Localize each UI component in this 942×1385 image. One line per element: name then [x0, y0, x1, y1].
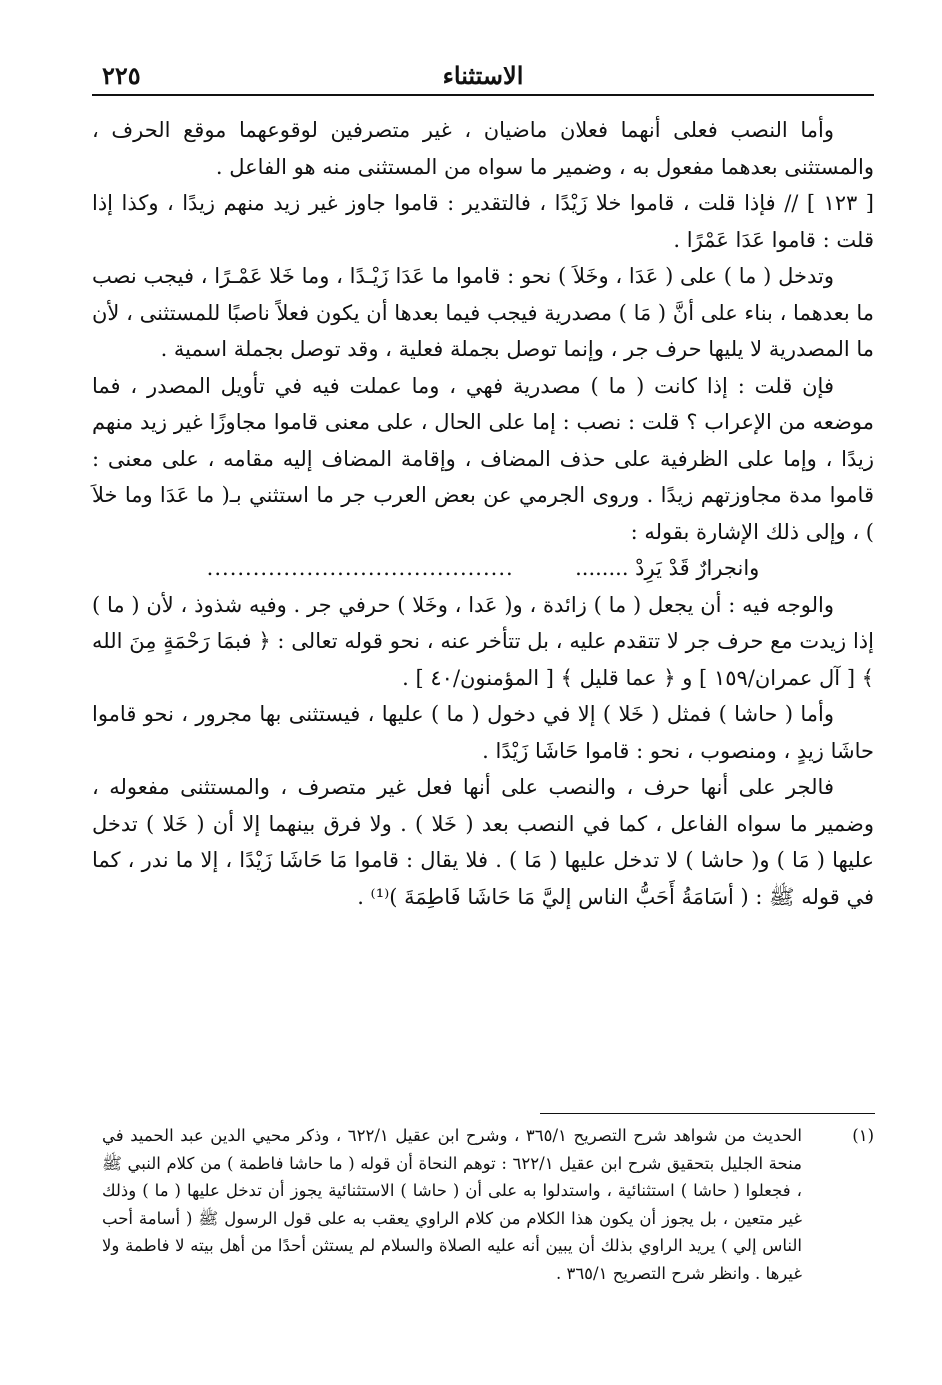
footnote-text: الحديث من شواهد شرح التصريح ٣٦٥/١ ، وشرح ابن عقيل ٦٢٢/١ ، وذكر محيي الدين عبد الحميد في منحة الجليل بتحقيق شرح ابن عقيل ٦٢٢/١ : توهم النحاة أن قوله ( ما حاشا فاطمة ) من كلام النبي ﷺ ، فجعلوا ( حاشا ) استثنائية ، واستدلوا به على أن ( حاشا ) الاستثنائية يجوز أن تدخل عليها ( ما ) وذلك غير متعين ، بل يجوز أن يكون هذا الكلام من كلام الراوي يعقب به على قول الرسول ﷺ ( أسامة أحب الناس إلي ) يريد الراوي بذلك أن يبين أنه عليه الصلاة والسلام لم يستثن أحدًا من أهل بيته لا فاطمة ولا غيرها . وانظر شرح التصريح ٣٦٥/١ .	[102, 1126, 802, 1283]
footnote-number: (١)	[852, 1126, 874, 1145]
footnote	[102, 1122, 874, 1287]
main-text	[92, 112, 874, 915]
verse-hemistich-left: ........................................	[206, 556, 514, 580]
verse-hemistich-right: وانجرارٌ قَدْ يَرِدْ ........	[575, 556, 760, 580]
footnote-divider	[540, 1113, 875, 1114]
paragraph-4: فإن قلت : إذا كانت ( ما ) مصدرية فهي ، وما عملت فيه في تأويل المصدر ، فما موضعه من الإعراب ؟ قلت : نصب : إما على الحال ، على معنى قاموا مجاوزًا غير زيد منهم زيدًا ، وإما على الظرفية على حذف المضاف ، وإقامة المضاف إليه مقامه ، على معنى : قاموا مدة مجاوزتهم زيدًا . وروى الجرمي عن بعض العرب جر ما استثني بـ( ما عَدَا وما خلاَ ) ، وإلى ذلك الإشارة بقوله :	[92, 373, 874, 544]
chapter-title: الاستثناء	[442, 61, 524, 90]
paragraph-3: وتدخل ( ما ) على ( عَدَا ، وخَلاَ ) نحو : قاموا ما عَدَا زَيْـدًا ، وما خَلا عَمْـرًا ، فيجب نصب ما بعدهما ، بناء على أنَّ ( مَا ) مصدرية فيجب فيما بعدها أن يكون فعلاً ناصبًا للمستثنى ، لأن ما المصدرية لا يليها حرف جر ، وإنما توصل بجملة فعلية ، وقد توصل بجملة اسمية .	[92, 264, 874, 361]
paragraph-2: [ ١٢٣ ] // فإذا قلت ، قاموا خلا زَيْدًا ، فالتقدير : قاموا جاوز غير زيد منهم زيدًا ، وكذا إذا قلت : قاموا عَدَا عَمْرًا .	[92, 191, 874, 252]
paragraph-1: وأما النصب فعلى أنهما فعلان ماضيان ، غير متصرفين لوقوعهما موقع الحرف ، والمستثنى بعدهما مفعول به ، وضمير ما سواه من المستثنى منه هو الفاعل .	[92, 118, 874, 179]
running-header	[92, 60, 874, 96]
page-number: ٢٢٥	[102, 61, 141, 90]
paragraph-5: والوجه فيه : أن يجعل ( ما ) زائدة ، و( عَدا ، وخَلا ) حرفي جر . وفيه شذوذ ، لأن ( ما ) إذا زيدت مع حرف جر لا تتقدم عليه ، بل تتأخر عنه ، نحو قوله تعالى : ﴿ فبمَا رَحْمَةٍ مِنَ الله ﴾ [ آل عمران/١٥٩ ] و ﴿ عما قليل ﴾ [ المؤمنون/٤٠ ] .	[92, 592, 874, 690]
verse-line	[92, 550, 874, 587]
paragraph-7: فالجر على أنها حرف ، والنصب على أنها فعل غير متصرف ، والمستثنى مفعوله ، وضمير ما سواه الفاعل ، كما في النصب بعد ( خَلا ) . ولا فرق بينهما إلا أن ( خَلا ) تدخل عليها ( مَا ) و( حاشا ) لا تدخل عليها ( مَا ) . فلا يقال : قاموا مَا حَاشَا زَيْدًا ، إلا ما ندر ، كما في قوله ﷺ : ( أسَامَةُ أَحَبُّ الناس إليَّ مَا حَاشَا فَاطِمَةَ )⁽¹⁾ .	[92, 775, 874, 909]
paragraph-6: وأما ( حاشا ) فمثل ( خَلا ) إلا في دخول ( ما ) عليها ، فيستثنى بها مجرور ، نحو قاموا حاشَا زيدٍ ، ومنصوب ، نحو : قاموا حَاشَا زَيْدًا .	[92, 702, 874, 763]
